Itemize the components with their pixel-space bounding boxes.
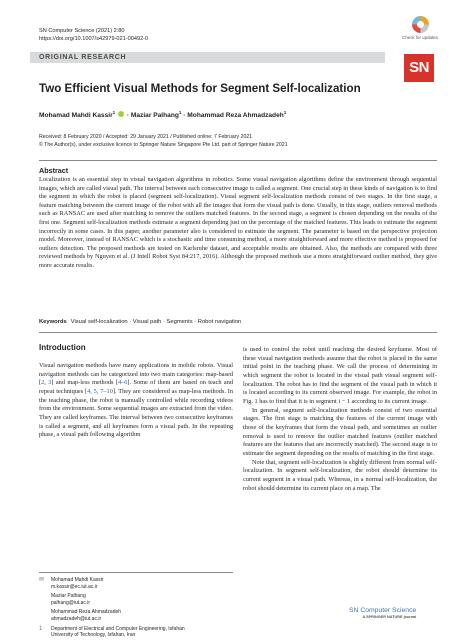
keywords xyxy=(39,318,241,326)
contact-email[interactable]: ahmadzadeh@iut.ac.ir xyxy=(51,615,102,622)
author-list: Mohamad Mahdi Kassir$^1$ · Maziar Palhang$^1$ · Mohammad Reza Ahmadzadeh$^1$ xyxy=(39,110,287,120)
paragraph: Visual navigation methods have many applications in mobile robots. Visual navigation methods can be categorized into two main categories: map-based [2, 3] and map-less methods [4–6]. Some of them are based on teach and repeat techniques [4, 5, 7–10]. They are considered as map-less methods. In the teaching phase, the robot is manually controlled while recording videos from the environment. Some sequential images are extracted from the video. They are called keyframes. The interval between two consecutive keyframes is called a segment, and all keyframes form a visual path. In the repeating phase, a visual path following algorithm xyxy=(39,362,234,439)
orcid-icon[interactable] xyxy=(118,111,124,117)
footer-journal-logo xyxy=(349,607,416,620)
author-name[interactable]: Mohammad Reza Ahmadzadeh xyxy=(187,112,284,120)
check-updates-label: Check for updates xyxy=(402,35,438,40)
abstract-heading: Abstract xyxy=(39,166,69,175)
copyright-notice: © The Author(s), under exclusive licence to Springer Nature Singapore Pte Ltd. part of Springer Nature 2021 xyxy=(39,141,288,148)
article-type: ORIGINAL RESEARCH xyxy=(39,54,127,61)
divider xyxy=(39,332,437,333)
paragraph: In general, segment self-localization methods consist of two essential stages. The first stage is matching the features of the current image with those of the keyframes that form the visual path, and sometimes an outlier removal is used to remove the outlier matched features (outlier matched features are the features that are incorrectly matched). The second stage is to estimate the segment depending on the results of matching in the first stage. xyxy=(243,406,437,457)
right-column xyxy=(243,346,437,493)
envelope-icon: ✉ xyxy=(39,577,45,583)
article-dates xyxy=(39,134,288,149)
check-updates-button[interactable] xyxy=(402,16,438,40)
divider xyxy=(39,160,437,161)
contact-name: Mohammad Reza Ahmadzadeh xyxy=(51,609,122,616)
citation-link[interactable]: 3 xyxy=(48,379,52,387)
contact-row xyxy=(39,577,233,590)
author-affiliation-ref: 1 xyxy=(112,110,116,115)
citation-link[interactable]: 2 xyxy=(41,379,45,387)
author-name[interactable]: Mohamad Mahdi Kassir xyxy=(39,112,113,120)
keywords-list: Visual self-localization · Visual path · Segments · Robot navigation xyxy=(70,319,242,325)
contact-name: Mohamad Mahdi Kassir xyxy=(51,577,104,583)
author-affiliations xyxy=(39,577,233,642)
paragraph: is used to control the robot until reaching the desired keyframe. Most of these visual navigation methods assume that the robot is placed in the same initial point in the teaching phase. We call the process of determining in which segment the robot is located in the visual path visual segment self-localization. The robot has to find the segment of the visual path in which it is located according to its current observed image. For example, the robot in Fig. 1 has to find that it is in segment i − 1 according to its current image. xyxy=(243,346,437,405)
contact-row xyxy=(39,593,233,606)
article-title: Two Efficient Visual Methods for Segment Self-localization xyxy=(39,82,361,95)
journal-citation: SN Computer Science (2021) 2:80 xyxy=(39,28,125,34)
author-affiliation-ref: 1 xyxy=(283,110,287,115)
section-heading-introduction: Introduction xyxy=(39,343,86,352)
contact-email[interactable]: palhang@iut.ac.ir xyxy=(51,599,90,606)
institution-row xyxy=(39,626,233,639)
citation-link[interactable]: 4, 5, 7–10 xyxy=(87,387,113,395)
footer-publisher: A SPRINGER NATURE journal xyxy=(362,615,417,619)
divider xyxy=(39,572,233,573)
author-affiliation-ref: 1 xyxy=(178,110,182,115)
publisher-logo: SN xyxy=(404,54,434,82)
contact-row xyxy=(39,609,233,622)
footer-journal-name: SN Computer Science xyxy=(349,607,417,614)
abstract-body: Localization is an essential step in visual navigation algorithms in robotics. Some visual navigation algorithms define the environment through sequential images, which are called visual path. The interval between each consecutive image is called a segment. One crucial step in these kinds of navigation is to find the segment in which the robot is placed (segment self-localization). Visual segment self-localization methods consist of two stages. In the first stage, a feature matching between the current image of the robot with all the images that form the visual path is done. Usually, in this stage, outliers removal methods such as RANSAC are used after matching to remove the outliers matched features. In the second stage, a segment is chosen depending on the results of the first one. Segment self-localization methods estimate a segment depending just on the percentage of the matched features. This leads to estimate the segment incorrectly in some cases. In this paper, another parameter also is considered to estimate the segment. The parameter is based on the perspective projection model. Moreover, instead of RANSAC which is a stochastic and time consuming method, a more straightforward and more effective method is proposed for outliers detection. The proposed methods are tested on Karlsruhe dataset, and acceptable results are obtained. Also, the methods are compared with three reviewed methods by Nguyen et al. (J Intell Robot Syst 84:217, 2016). Although the proposed methods use a more straightforward outlier method, they give more accurate results. xyxy=(39,176,437,269)
institution-line: Department of Electrical and Computer Engineering, Isfahan xyxy=(51,625,185,632)
affiliation-number: 1 xyxy=(39,625,43,632)
check-updates-icon xyxy=(412,16,429,33)
left-column xyxy=(39,362,233,440)
contact-email[interactable]: m.kassir@ec.iut.ac.ir xyxy=(51,583,98,590)
keywords-label: Keywords xyxy=(39,319,67,325)
institution-line: University of Technology, Isfahan, Iran xyxy=(51,632,136,639)
journal-header xyxy=(39,27,148,43)
author-name[interactable]: Maziar Palhang xyxy=(130,112,179,120)
contact-name: Maziar Palhang xyxy=(51,593,86,600)
paragraph: Note that, segment self-localization is slightly different from normal self-localization. In segment self-localization, the robot should determine its current segment in a visual path. Whereas, in a normal self-localization, the robot should determine its current place on a map. The xyxy=(243,458,437,492)
citation-link[interactable]: 4–6 xyxy=(117,379,128,387)
doi-link[interactable]: https://doi.org/10.1007/s42979-021-00492-0 xyxy=(39,36,149,42)
history-dates: Received: 8 February 2020 / Accepted: 29 January 2021 / Published online: 7 February 2021 xyxy=(39,134,253,140)
